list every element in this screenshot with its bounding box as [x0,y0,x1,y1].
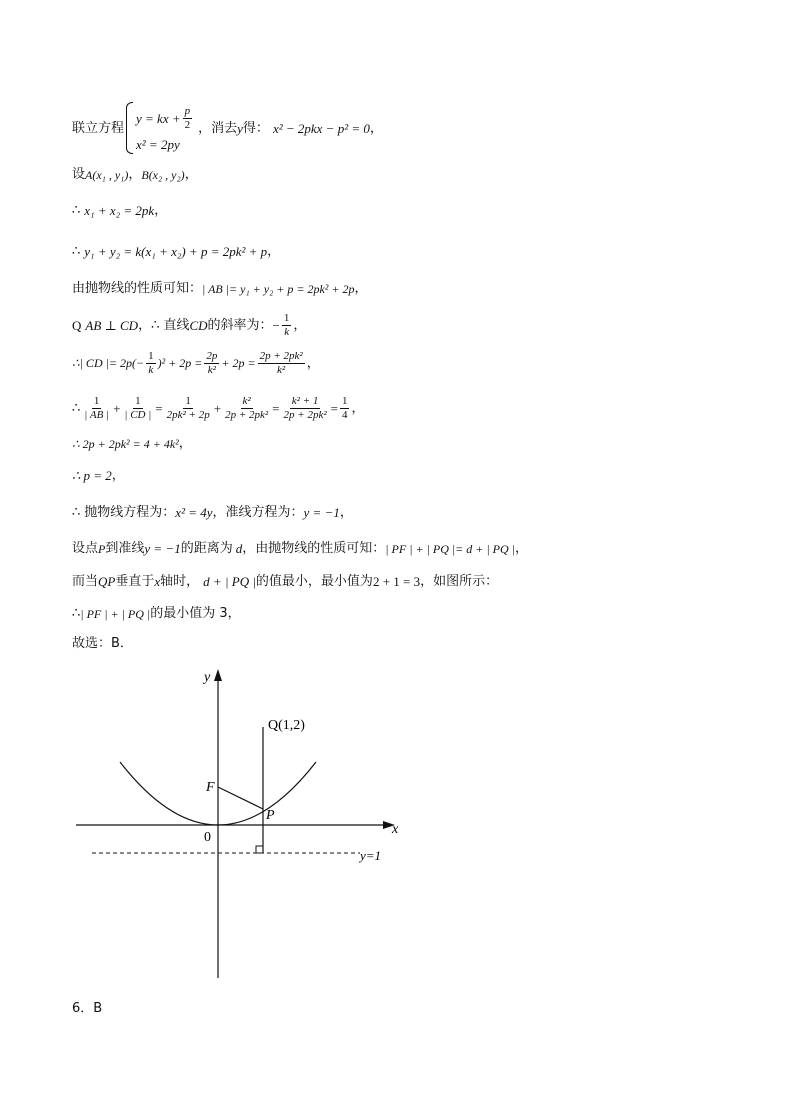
frac-num: 1 [341,395,348,407]
fraction-2 [122,395,153,421]
frac-den: 2p + 2pk² [225,408,269,421]
punct: ， [339,505,353,520]
left-brace [126,102,133,154]
label-origin: 0 [204,830,211,845]
text-prefix: 设 [72,167,86,182]
eq-d-pq: d + | PQ | [203,574,256,589]
line-answer [72,637,133,650]
punct: ， [267,244,281,259]
punct: ， [154,203,168,218]
text-4: 的值最小，最小值为 [255,574,373,589]
eq-sum-x: x₁ + x₂ = 2pk [84,203,155,218]
plus: + [113,400,121,416]
frac-den: | CD | [124,408,152,421]
line-sum-y [72,245,280,258]
text-mid2: 得： [242,120,269,136]
line-p-value [72,469,125,482]
line-cd-length [72,350,320,376]
text-3: 的距离为 [180,541,233,556]
equals: = [155,400,163,416]
eq-ab-length: | AB |= y₁ + y₂ + p = 2pk² + 2p [202,281,355,296]
punct: ， [354,281,368,296]
fraction-1 [82,395,111,421]
answer-text: 故选：B． [72,636,133,651]
eq1-fraction [183,105,193,131]
line-reciprocal-sum [72,395,364,421]
text-mid: ，∴ 直线 [138,317,190,333]
text-5: ，如图所示： [420,574,499,589]
next-answer-text: 6．B [72,1001,103,1016]
text-1: 设点 [72,541,99,556]
eq-perpendicular: AB ⊥ CD [85,317,139,333]
line-slope [72,312,306,338]
line-equation-p [72,437,192,450]
label-y: y [204,670,211,685]
frac-num: 1 [185,395,191,407]
punct: ， [184,167,198,182]
frac-den: k [148,363,154,376]
cd-mid1: )² + 2p = [157,356,203,371]
parabola-figure [70,665,410,985]
punct: ， [369,120,383,136]
point-p: P [98,541,106,556]
equation-system [126,102,194,154]
equals: = [330,400,338,416]
line-points [72,168,198,181]
frac-den: | AB | [84,408,110,421]
eq-directrix: y = −1 [303,505,340,520]
equation-row-2 [136,138,194,151]
line-system [72,102,383,154]
point-b: B(x₂ , y₂) [141,167,185,182]
text-2: 到准线 [105,541,145,556]
frac-den: k² [207,363,216,376]
line-parabola [72,506,353,519]
punct: ， [293,317,307,333]
therefore-symbol: ∴ [72,400,81,416]
text-4: ，由抛物线的性质可知： [242,541,386,556]
therefore-symbol: ∴ [72,203,81,218]
equals: = [272,400,280,416]
frac-den: 2pk² + 2p [166,408,210,421]
eq-p: ∴ 2p + 2pk² = 4 + 4k² [72,436,179,451]
eq-directrix: y = −1 [144,541,181,556]
fraction-4 [223,395,270,421]
line-cd: CD [189,317,208,333]
cd-lhs: ∴| CD |= 2p(− [72,356,145,371]
var-y: y [237,120,243,136]
frac-num: 1 [148,350,154,362]
eq-min-value: 2 + 1 = 3 [372,574,421,589]
fraction-3 [258,350,305,376]
frac-num: k² + 1 [291,395,319,407]
text-minimum: 的最小值为 3， [150,606,241,621]
therefore-symbol: ∴ [72,505,81,520]
frac-num: 1 [135,395,141,407]
fraction-3 [165,395,212,421]
segment-fp [218,787,263,809]
eq-p-value: ∴ p = 2 [72,468,112,483]
eq-sum-distance: | PF | + | PQ | [80,606,151,621]
eq-parabola: x² = 4y [175,505,213,520]
fraction-5 [282,395,329,421]
fraction-1 [146,350,156,376]
label-directrix: y=1 [360,848,382,863]
frac-num: 2p [206,350,218,362]
punct: ， [351,400,365,416]
text-prefix: 联立方程 [72,120,125,136]
segment-qp: QP [98,574,116,589]
eq2: x² = 2py [136,136,180,152]
equation-row-1 [136,105,194,131]
text-2: 垂直于 [115,574,155,589]
because-symbol: Q [72,317,82,333]
plus: + [213,400,222,416]
frac-num: 1 [93,395,100,407]
label-q: Q(1,2) [268,718,305,733]
label-f: F [206,780,215,795]
punct: ， [514,541,528,556]
eq-result: x² − 2pkx − p² = 0 [272,120,370,136]
eq-distance: | PF | + | PQ |= d + | PQ | [385,541,515,556]
text-1: 而当 [72,574,99,589]
frac-num: 1 [283,312,290,324]
punct: ， [178,436,192,451]
text-directrix: ，准线方程为： [212,505,304,520]
minus: − [272,317,280,333]
therefore-symbol: ∴ [72,606,81,621]
text-parabola: 抛物线方程为： [84,505,176,520]
line-next-answer [72,1002,102,1015]
frac-num: 2p + 2pk² [259,350,303,362]
line-ab-length [72,282,367,295]
eq-sum-y: y₁ + y₂ = k(x₁ + x₂) + p = 2pk² + p [84,244,268,259]
frac-den: k² [277,363,286,376]
therefore-symbol: ∴ [72,244,81,259]
frac-den: k [284,325,290,338]
text-mid: ，消去 [198,120,238,136]
line-sum-x [72,204,167,217]
var-x: x [154,574,161,589]
punct: ， [306,355,320,371]
label-p: P [266,808,275,823]
fraction-2 [204,350,219,376]
line-conclusion [72,607,241,620]
y-axis-arrow-icon [214,669,222,681]
frac-den: 2p + 2pk² [283,408,327,421]
punct: ， [128,167,142,182]
cd-mid2: + 2p = [221,356,256,371]
text-prefix: 由抛物线的性质可知： [72,281,203,296]
punct: ， [111,468,125,483]
eq1-lhs: y = kx + [136,111,181,126]
label-x: x [392,822,399,837]
frac-num: p [184,105,191,118]
frac-num: k² [242,395,251,407]
line-distance [72,542,528,555]
var-d: d [235,541,243,556]
frac-den: 4 [341,408,348,421]
right-angle-mark [256,846,263,853]
fraction-6 [340,395,350,421]
line-minimum [72,575,498,588]
point-a: A(x₁ , y₁) [85,167,129,182]
frac-den: 2 [184,119,191,131]
text-mid2: 的斜率为： [207,317,273,333]
slope-fraction [282,312,292,338]
text-3: 轴时， [160,574,200,589]
